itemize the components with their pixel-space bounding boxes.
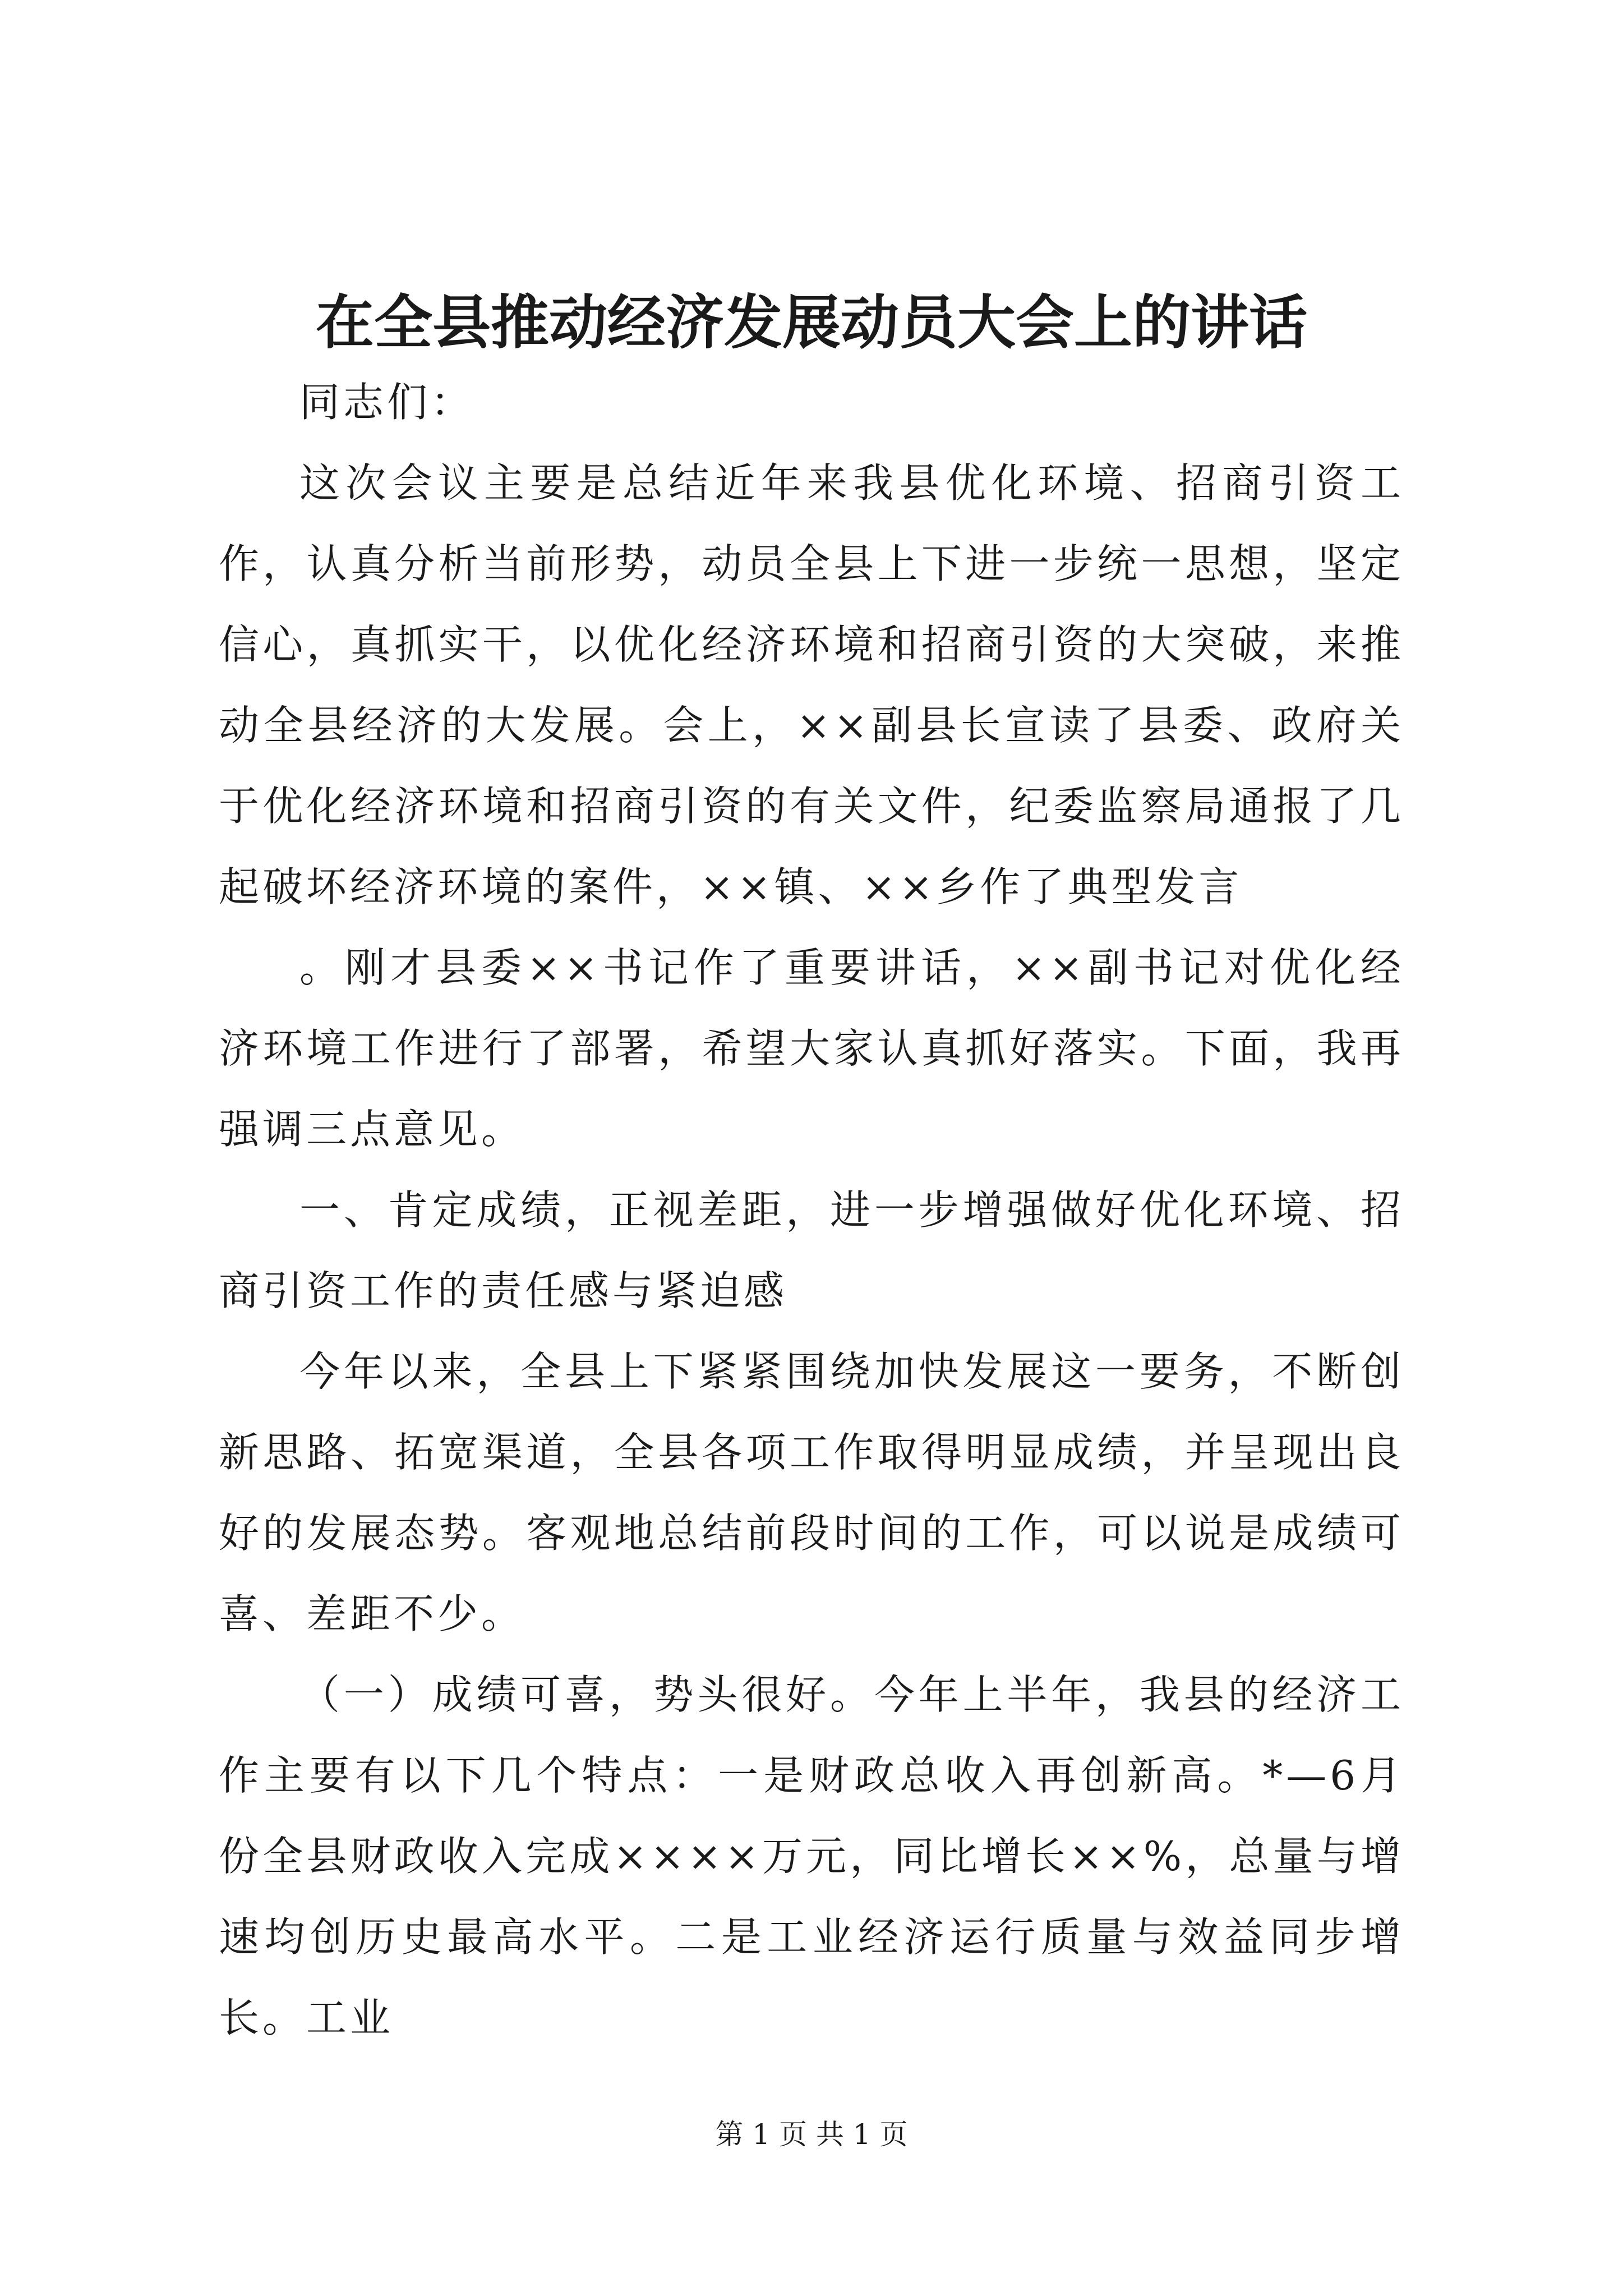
document-title: 在全县推动经济发展动员大会上的讲话 bbox=[315, 288, 1307, 357]
section-heading-1: 一、肯定成绩，正视差距，进一步增强做好优化环境、招商引资工作的责任感与紧迫感 bbox=[219, 1186, 1404, 1314]
salutation: 同志们： bbox=[299, 379, 475, 426]
page-footer: 第 1 页 共 1 页 bbox=[715, 2118, 908, 2151]
paragraph-2: 。刚才县委××书记作了重要讲话，××副书记对优化经济环境工作进行了部署，希望大家认真抓好落实。下面，我再强调三点意见。 bbox=[219, 944, 1404, 1153]
paragraph-3: 今年以来，全县上下紧紧围绕加快发展这一要务，不断创新思路、拓宽渠道，全县各项工作取得明显成绩，并呈现出良好的发展态势。客观地总结前段时间的工作，可以说是成绩可喜、差距不少。 bbox=[219, 1348, 1404, 1637]
paragraph-4: （一）成绩可喜，势头很好。今年上半年，我县的经济工作主要有以下几个特点：一是财政总收入再创新高。*—6月份全县财政收入完成××××万元，同比增长××%，总量与增速均创历史最高水平。二是工业经济运行质量与效益同步增长。工业 bbox=[219, 1671, 1404, 2041]
document-body bbox=[219, 362, 1404, 2058]
paragraph-1: 这次会议主要是总结近年来我县优化环境、招商引资工作，认真分析当前形势，动员全县上下进一步统一思想，坚定信心，真抓实干，以优化经济环境和招商引资的大突破，来推动全县经济的大发展。会上，××副县长宣读了县委、政府关于优化经济环境和招商引资的有关文件，纪委监察局通报了几起破坏经济环境的案件，××镇、××乡作了典型发言 bbox=[219, 459, 1404, 910]
